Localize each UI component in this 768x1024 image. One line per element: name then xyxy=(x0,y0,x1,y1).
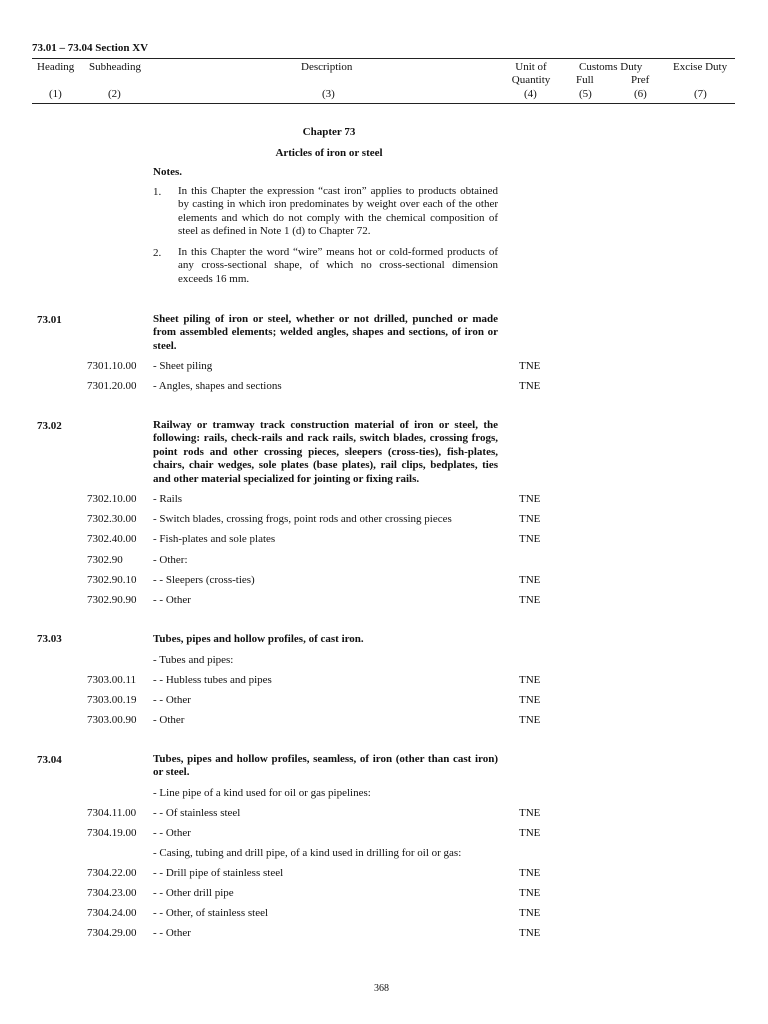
subheading-code: 7304.24.00 xyxy=(87,907,137,919)
notes-label: Notes. xyxy=(153,166,183,178)
subheading-code: 7304.23.00 xyxy=(87,887,137,899)
row-description: - - Of stainless steel xyxy=(153,807,241,819)
unit-of-quantity: TNE xyxy=(519,694,541,706)
unit-of-quantity: TNE xyxy=(519,533,541,545)
row-description: - Switch blades, crossing frogs, point rods and other crossing pieces xyxy=(153,513,452,525)
row-description: - Sheet piling xyxy=(153,360,213,372)
unit-of-quantity: TNE xyxy=(519,907,541,919)
row-description: - - Other xyxy=(153,694,191,706)
subheading-code: 7302.10.00 xyxy=(87,493,137,505)
subheading-code: 7302.30.00 xyxy=(87,513,137,525)
col-unit-label-2: Quantity xyxy=(511,74,551,86)
subheading-code: 7303.00.19 xyxy=(87,694,137,706)
unit-of-quantity: TNE xyxy=(519,574,541,586)
row-description: - Other: xyxy=(153,554,188,566)
subheading-code: 7301.10.00 xyxy=(87,360,137,372)
row-description: - Other xyxy=(153,714,185,726)
unit-of-quantity: TNE xyxy=(519,513,541,525)
subheading-code: 7303.00.11 xyxy=(87,674,137,686)
row-description: - Fish-plates and sole plates xyxy=(153,533,276,545)
heading-number: 73.04 xyxy=(37,754,62,766)
heading-title: Sheet piling of iron or steel, whether or not drilled, punched or made from assembled elements; welded angles, shapes and sections, of iron or steel. xyxy=(153,313,498,352)
col-number-7: (7) xyxy=(694,88,707,100)
heading-number: 73.01 xyxy=(37,314,62,326)
section-title: 73.01 – 73.04 Section XV xyxy=(32,42,149,54)
note-number: 2. xyxy=(153,247,162,259)
note-number: 1. xyxy=(153,186,162,198)
row-description: - - Hubless tubes and pipes xyxy=(153,674,272,686)
unit-of-quantity: TNE xyxy=(519,714,541,726)
row-description: - Line pipe of a kind used for oil or gas pipelines: xyxy=(153,787,371,799)
row-description: - - Other xyxy=(153,927,191,939)
col-number-2: (2) xyxy=(108,88,121,100)
unit-of-quantity: TNE xyxy=(519,380,541,392)
col-description-label: Description xyxy=(301,61,353,73)
row-description: - - Drill pipe of stainless steel xyxy=(153,867,284,879)
row-description: - - Sleepers (cross-ties) xyxy=(153,574,255,586)
subheading-code: 7304.19.00 xyxy=(87,827,137,839)
subheading-code: 7302.90.10 xyxy=(87,574,137,586)
unit-of-quantity: TNE xyxy=(519,887,541,899)
subheading-code: 7303.00.90 xyxy=(87,714,137,726)
subheading-code: 7302.40.00 xyxy=(87,533,137,545)
col-unit-label-1: Unit of xyxy=(515,61,547,73)
unit-of-quantity: TNE xyxy=(519,674,541,686)
page-number: 368 xyxy=(374,983,389,994)
subheading-code: 7304.29.00 xyxy=(87,927,137,939)
subheading-code: 7302.90.90 xyxy=(87,594,137,606)
col-number-6: (6) xyxy=(634,88,647,100)
col-number-5: (5) xyxy=(579,88,592,100)
col-number-3: (3) xyxy=(322,88,335,100)
header-bottom-rule xyxy=(32,103,735,104)
unit-of-quantity: TNE xyxy=(519,867,541,879)
unit-of-quantity: TNE xyxy=(519,807,541,819)
row-description: - Casing, tubing and drill pipe, of a kind used in drilling for oil or gas: xyxy=(153,847,462,859)
unit-of-quantity: TNE xyxy=(519,594,541,606)
subheading-code: 7301.20.00 xyxy=(87,380,137,392)
subheading-code: 7304.11.00 xyxy=(87,807,137,819)
row-description: - Rails xyxy=(153,493,183,505)
chapter-subtitle: Articles of iron or steel xyxy=(275,147,383,159)
note-text: In this Chapter the word “wire” means hot or cold-formed products of any cross-sectional shape, of which no cross-sectional dimension exceeds 16 mm. xyxy=(178,246,498,285)
subheading-code: 7302.90 xyxy=(87,554,123,566)
header-top-rule xyxy=(32,58,735,59)
unit-of-quantity: TNE xyxy=(519,493,541,505)
row-description: - - Other xyxy=(153,827,191,839)
col-number-1: (1) xyxy=(49,88,62,100)
col-full-label: Full xyxy=(576,74,594,86)
unit-of-quantity: TNE xyxy=(519,360,541,372)
heading-number: 73.03 xyxy=(37,633,62,645)
col-subheading-label: Subheading xyxy=(89,61,141,73)
heading-title: Tubes, pipes and hollow profiles, of cast iron. xyxy=(153,633,364,645)
heading-title: Tubes, pipes and hollow profiles, seamless, of iron (other than cast iron) or steel. xyxy=(153,753,498,779)
row-description: - Angles, shapes and sections xyxy=(153,380,282,392)
unit-of-quantity: TNE xyxy=(519,827,541,839)
unit-of-quantity: TNE xyxy=(519,927,541,939)
heading-number: 73.02 xyxy=(37,420,62,432)
col-number-4: (4) xyxy=(524,88,537,100)
subheading-code: 7304.22.00 xyxy=(87,867,137,879)
row-description: - - Other drill pipe xyxy=(153,887,234,899)
row-description: - - Other xyxy=(153,594,191,606)
row-description: - Tubes and pipes: xyxy=(153,654,234,666)
col-excise-label: Excise Duty xyxy=(673,61,728,73)
col-pref-label: Pref xyxy=(631,74,650,86)
row-description: - - Other, of stainless steel xyxy=(153,907,269,919)
note-text: In this Chapter the expression “cast iron” applies to products obtained by casting in which iron predominates by weight over each of the other elements and which do not comply with the chemical composition of steel as defined in Note 1 (d) to Chapter 72. xyxy=(178,185,498,238)
heading-title: Railway or tramway track construction material of iron or steel, the following: rails, check-rails and rack rails, switch blades, crossing frogs, point rods and other crossing pieces, sleepers (cross-ties), fish-plates, chairs, chair wedges, sole plates (base plates), rail clips, bedplates, ties and other material specialized for jointing or fixing rails. xyxy=(153,419,498,485)
col-heading-label: Heading xyxy=(37,61,75,73)
col-customs-label: Customs Duty xyxy=(579,61,643,73)
chapter-title: Chapter 73 xyxy=(302,126,356,138)
